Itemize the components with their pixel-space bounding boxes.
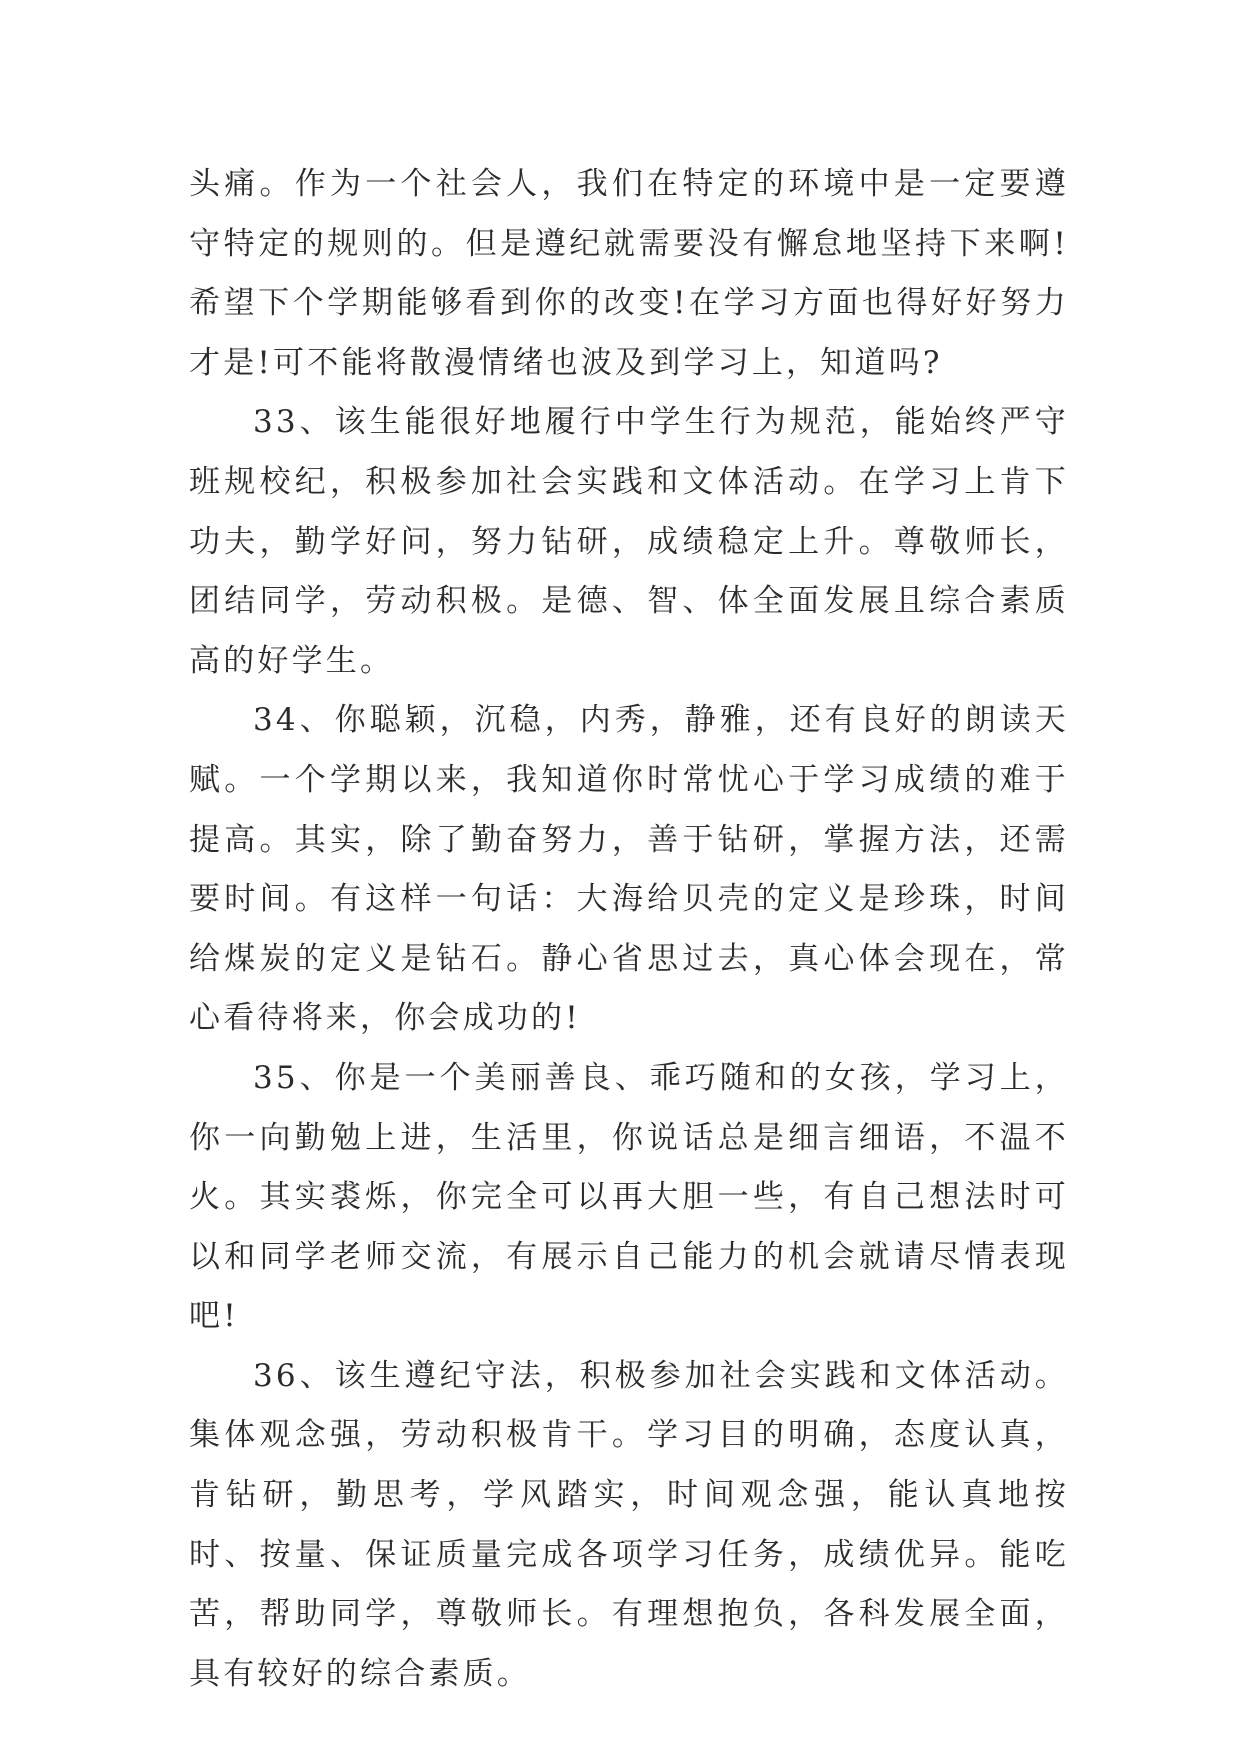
paragraph-comment-34: 34、你聪颖，沉稳，内秀，静雅，还有良好的朗读天赋。一个学期以来，我知道你时常忧心于学习成绩的难于提高。其实，除了勤奋努力，善于钻研，掌握方法，还需要时间。有这样一句话：大海给贝壳的定义是珍珠，时间给煤炭的定义是钻石。静心省思过去，真心体会现在，常心看待将来，你会成功的! (189, 702, 1069, 1037)
document-body (189, 155, 1069, 1704)
paragraph-comment-35: 35、你是一个美丽善良、乖巧随和的女孩，学习上，你一向勤勉上进，生活里，你说话总是细言细语，不温不火。其实裘烁，你完全可以再大胆一些，有自己想法时可以和同学老师交流，有展示自己能力的机会就请尽情表现吧! (189, 1059, 1069, 1335)
paragraph-comment-36: 36、该生遵纪守法，积极参加社会实践和文体活动。集体观念强，劳动积极肯干。学习目的明确，态度认真，肯钻研，勤思考，学风踏实，时间观念强，能认真地按时、按量、保证质量完成各项学习任务，成绩优异。能吃苦，帮助同学，尊敬师长。有理想抱负，各科发展全面，具有较好的综合素质。 (189, 1357, 1069, 1692)
paragraph-continuation: 头痛。作为一个社会人，我们在特定的环境中是一定要遵守特定的规则的。但是遵纪就需要没有懈怠地坚持下来啊!希望下个学期能够看到你的改变!在学习方面也得好好努力才是!可不能将散漫情绪也波及到学习上，知道吗? (189, 166, 1069, 381)
paragraph-comment-33: 33、该生能很好地履行中学生行为规范，能始终严守班规校纪，积极参加社会实践和文体活动。在学习上肯下功夫，勤学好问，努力钻研，成绩稳定上升。尊敬师长，团结同学，劳动积极。是德、智、体全面发展且综合素质高的好学生。 (189, 404, 1069, 679)
